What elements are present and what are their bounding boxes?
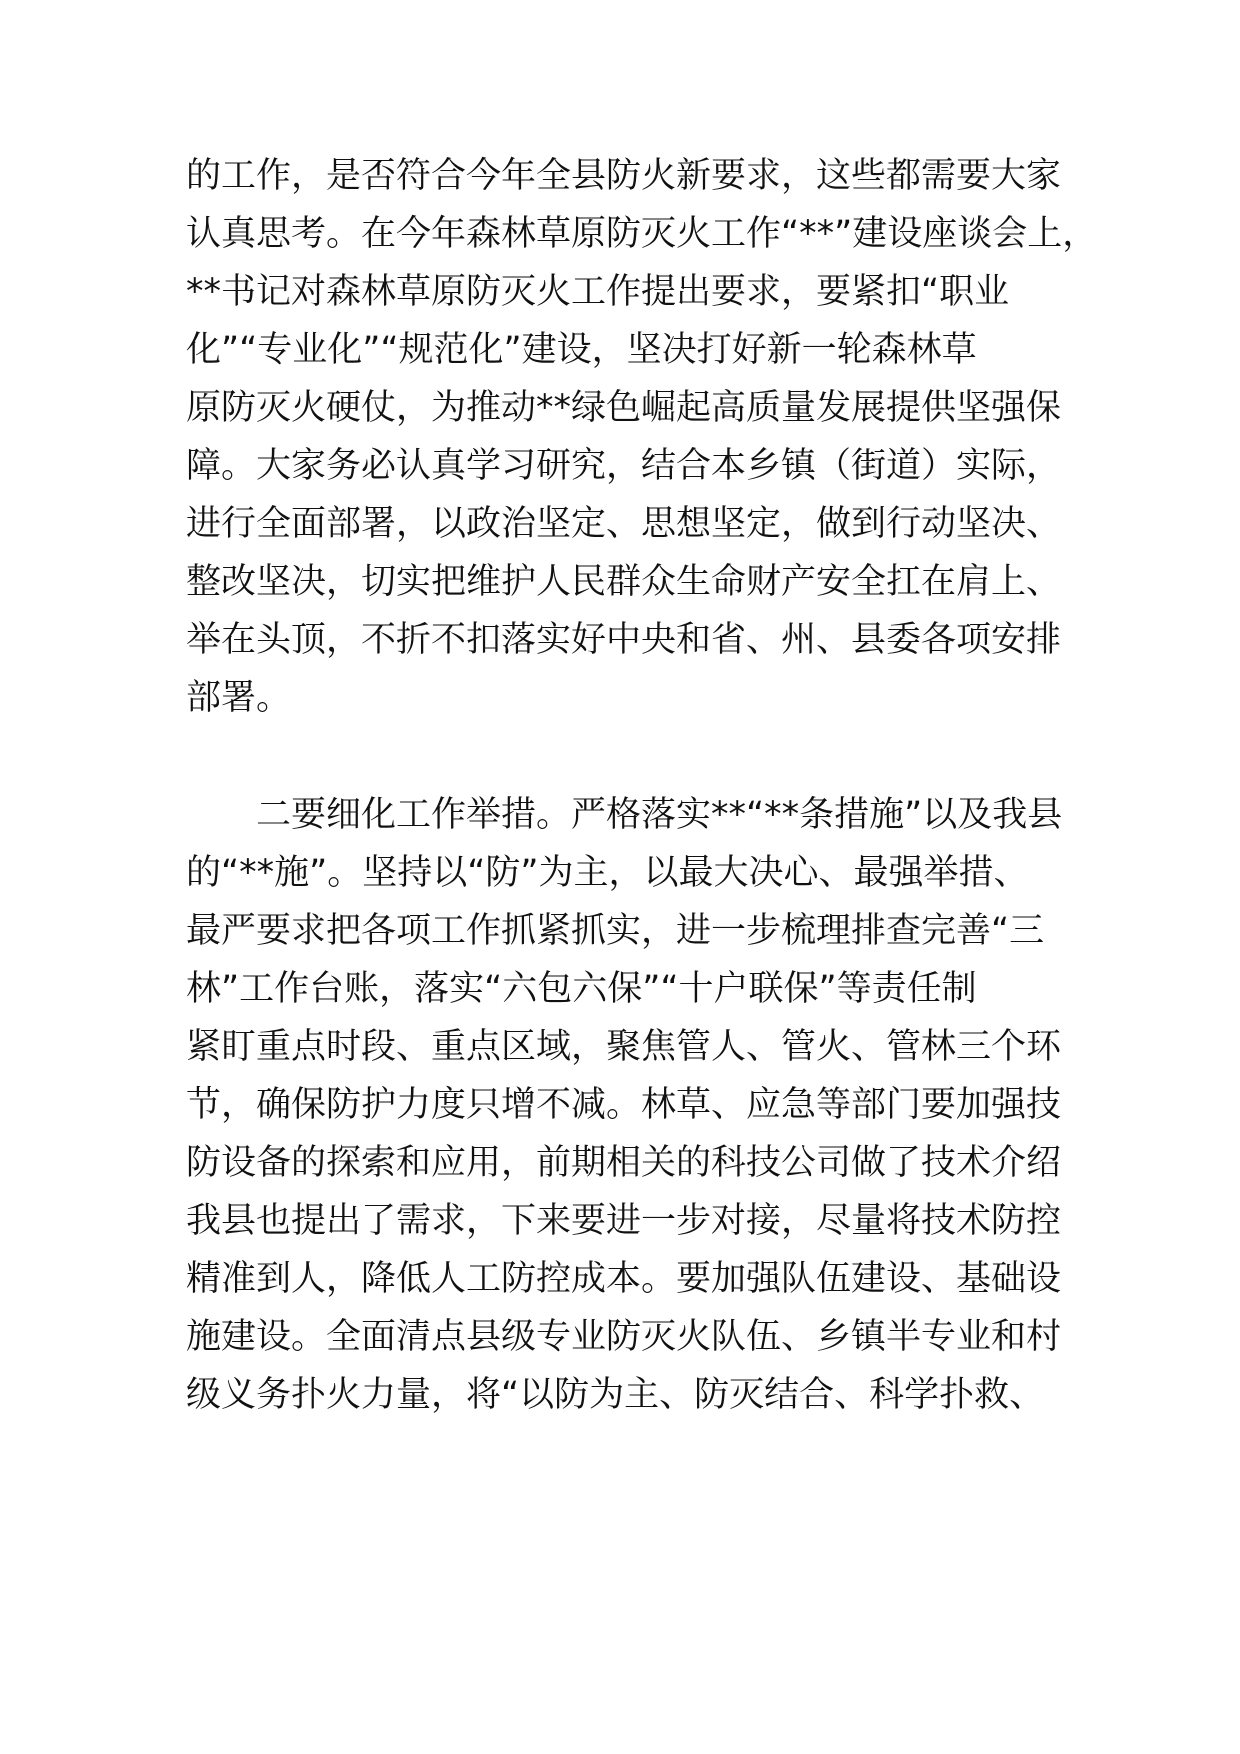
paragraph-1-line: 的工作，是否符合今年全县防火新要求，这些都需要大家	[186, 156, 1062, 196]
paragraph-2-line: 节，确保防护力度只增不减。林草、应急等部门要加强技	[186, 1085, 1062, 1125]
paragraph-1-line: 举在头顶，不折不扣落实好中央和省、州、县委各项安排	[186, 620, 1062, 660]
paragraph-2-line: 级义务扑火力量，将“以防为主、防灭结合、科学扑救、	[186, 1375, 1045, 1415]
paragraph-1-line: 障。大家务必认真学习研究，结合本乡镇（街道）实际，	[186, 446, 1062, 486]
paragraph-2-line: 防设备的探索和应用，前期相关的科技公司做了技术介绍	[186, 1143, 1062, 1183]
paragraph-1-line: 化”“专业化”“规范化”建设，坚决打好新一轮森林草	[186, 330, 977, 370]
paragraph-2-line: 最严要求把各项工作抓紧抓实，进一步梳理排查完善“三	[186, 911, 1045, 951]
paragraph-2-line: 精准到人，降低人工防控成本。要加强队伍建设、基础设	[186, 1259, 1062, 1299]
paragraph-2-line: 的“**施”。坚持以“防”为主，以最大决心、最强举措、	[186, 853, 1029, 893]
paragraph-1-line: 认真思考。在今年森林草原防灭火工作“**”建设座谈会上，	[186, 214, 1098, 254]
paragraph-1-line: 部署。	[186, 678, 292, 718]
paragraph-2-line: 林”工作台账，落实“六包六保”“十户联保”等责任制	[186, 969, 977, 1009]
paragraph-2-line: 紧盯重点时段、重点区域，聚焦管人、管火、管林三个环	[186, 1027, 1062, 1067]
paragraph-2-line: 二要细化工作举措。严格落实**“**条措施”以及我县	[186, 795, 1063, 835]
paragraph-1-line: 整改坚决，切实把维护人民群众生命财产安全扛在肩上、	[186, 562, 1062, 602]
paragraph-2-line: 我县也提出了需求，下来要进一步对接，尽量将技术防控	[186, 1201, 1062, 1241]
paragraph-1-line: 原防灭火硬仗，为推动**绿色崛起高质量发展提供坚强保	[186, 388, 1062, 428]
paragraph-2-line: 施建设。全面清点县级专业防灭火队伍、乡镇半专业和村	[186, 1317, 1062, 1357]
paragraph-1-line: 进行全面部署，以政治坚定、思想坚定，做到行动坚决、	[186, 504, 1062, 544]
paragraph-1-line: **书记对森林草原防灭火工作提出要求，要紧扣“职业	[186, 272, 1010, 312]
